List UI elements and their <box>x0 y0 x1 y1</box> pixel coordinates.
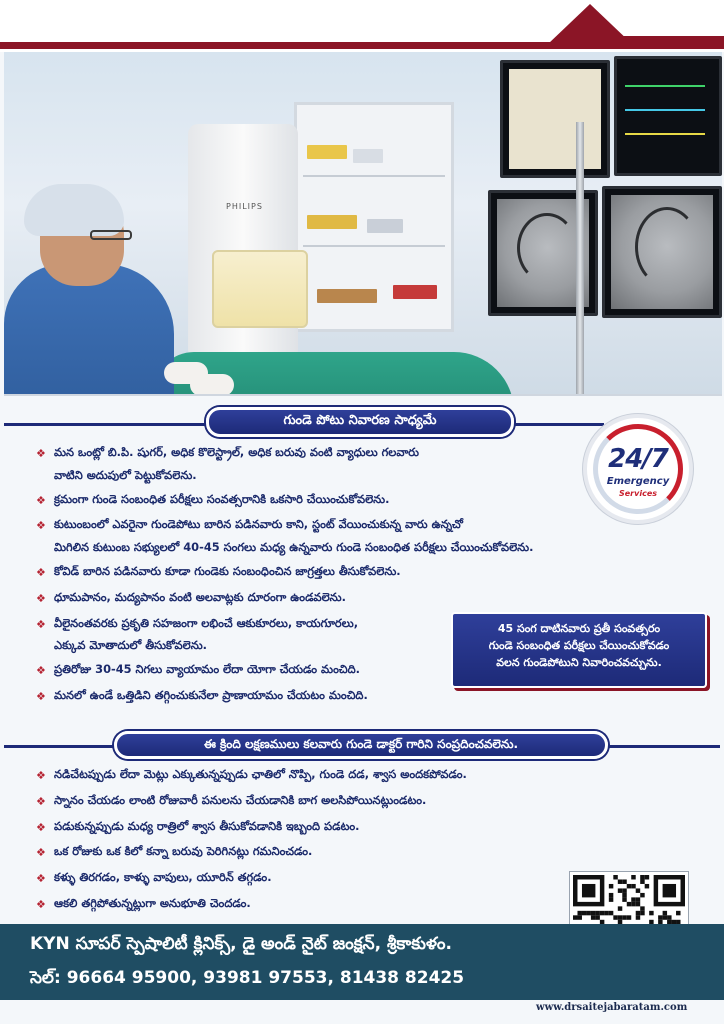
bullet-diamond-icon: ❖ <box>36 617 46 631</box>
doctor-glasses <box>90 230 132 240</box>
bullet-diamond-icon: ❖ <box>36 447 46 460</box>
section1-heading: గుండె పోటు నివారణ సాధ్యమే <box>206 407 514 437</box>
bullet-text: ఒక రోజుకు ఒక కిలో కన్నా బరువు పెరిగినట్లు గమనించడం. <box>54 844 313 859</box>
xray-detector-head <box>212 250 308 328</box>
bullet-diamond-icon: ❖ <box>36 689 46 703</box>
section1-bullet-item <box>32 446 592 483</box>
callout-line-1: 45 సంగ దాటినవారు ప్రతీ సంవత్సరం <box>497 622 661 635</box>
top-accent-bar <box>594 36 724 49</box>
annual-checkup-callout <box>451 612 707 688</box>
bullet-text: పడుకున్నప్పుడు మధ్య రాత్రిలో శ్వాస తీసుకోవడానికి ఇబ్బంది పడటం. <box>54 818 360 833</box>
section1-bullet-item <box>32 689 592 703</box>
section2-bullet-item <box>32 768 572 782</box>
bullet-diamond-icon: ❖ <box>36 897 46 911</box>
bullet-text-continued: ఎక్కువ మోతాదులో తీసుకోవలెను. <box>54 638 208 653</box>
section1-bullet-item <box>32 565 592 579</box>
bullet-text-continued: వాటిని అదుపులో పెట్టుకోవలెను. <box>54 467 197 482</box>
section2-bullet-item <box>32 871 572 885</box>
section1-bullet-item <box>32 493 592 507</box>
monitor-angiogram-right <box>602 186 722 318</box>
bullet-diamond-icon: ❖ <box>36 591 46 605</box>
bullet-diamond-icon: ❖ <box>36 872 46 886</box>
bullet-diamond-icon: ❖ <box>36 820 46 834</box>
badge-emergency-label: Emergency <box>606 476 670 487</box>
machine-brand-label: PHILIPS <box>226 202 263 211</box>
bullet-text: క్రమంగా గుండె సంబంధిత పరీక్షలు సంవత్సరానికి ఒకసారి చేయించుకోవలెను. <box>54 491 390 506</box>
bullet-diamond-icon: ❖ <box>36 769 46 782</box>
badge-services-label: Services <box>618 489 658 498</box>
section2-bullet-item <box>32 897 572 911</box>
bullet-diamond-icon: ❖ <box>36 493 46 507</box>
badge-247-label: 24/7 <box>608 444 668 474</box>
website-link[interactable]: www.drsaitejabaratam.com <box>536 1002 688 1013</box>
bullet-text: ఆకలి తగ్గిపోతున్నట్లుగా అనుభూతి చెందడం. <box>54 895 251 910</box>
section2-heading: ఈ క్రింది లక్షణములు కలవారు గుండె డాక్టర్ గారిని సంప్రదించవలెను. <box>114 731 608 759</box>
hero-photo-cathlab <box>4 52 722 396</box>
iv-pole <box>576 122 584 396</box>
bullet-diamond-icon: ❖ <box>36 794 46 808</box>
clinic-phone-numbers[interactable]: సెల్: 96664 95900, 93981 97553, 81438 82425 <box>30 968 465 988</box>
bullet-diamond-icon: ❖ <box>36 664 46 678</box>
bullet-text: స్నానం చేయడం లాంటి రోజువారీ పనులను చేయడానికి బాగ అలసిపోయినట్లుండటం. <box>54 792 427 807</box>
bullet-text: కోవిడ్ బారిన పడినవారు కూడా గుండెకు సంబంధించిన జాగ్రత్తలు తీసుకోవలెను. <box>54 563 401 578</box>
bullet-text: మన ఒంట్లో బి.పి. షుగర్, అధిక కొలెస్ట్రాల్, అధిక బరువు వంటి వ్యాధులు గలవారు <box>54 445 419 459</box>
bullet-diamond-icon: ❖ <box>36 519 46 533</box>
bullet-text-continued: మిగిలిన కుటుంబ సభ్యులలో 40-45 సంగలు మధ్య ఉన్నవారు గుండె సంబంధిత పరీక్షలు చేయించుకోవలెను. <box>54 540 534 555</box>
bullet-text: ప్రతిరోజు 30-45 నిగలు వ్యాయామం లేదా యోగా చేయడం మంచిది. <box>54 662 360 677</box>
bullet-text: మనలో ఉండే ఒత్తిడిని తగ్గించుకునేలా ప్రాణాయామం చేయటం మంచిది. <box>54 687 368 702</box>
clinic-name-address: KYN సూపర్ స్పెషాలిటీ క్లినిక్స్, డై అండ్ నైట్ జంక్షన్, శ్రీకాకుళం. <box>30 934 452 954</box>
bullet-text: కళ్ళు తిరగడం, కాళ్ళు వాపులు, యూరిన్ తగ్గడం. <box>54 870 272 885</box>
glove-right <box>190 374 234 396</box>
monitor-top-left <box>500 60 610 178</box>
callout-line-2: గుండె సంబంధిత పరీక్షలు చేయించుకోవడం <box>488 639 670 652</box>
callout-line-3: వలన గుండెపోటుని నివారించవచ్చును. <box>496 656 662 669</box>
surgical-cap <box>24 184 124 236</box>
bullet-diamond-icon: ❖ <box>36 565 46 579</box>
monitor-vitals <box>614 56 722 176</box>
section2-bullet-item <box>32 820 572 834</box>
bullet-text: ధూమపానం, మద్యపానం వంటి అలవాట్లకు దూరంగా ఉండవలెను. <box>54 589 346 604</box>
bullet-diamond-icon: ❖ <box>36 846 46 860</box>
bullet-text: నడిచేటప్పుడు లేదా మెట్లు ఎక్కుతున్నప్పుడు ఛాతిలో నొప్పి, గుండె దడ, శ్వాస అందకపోవడం. <box>54 767 467 781</box>
bullet-text: వీలైనంతవరకు ప్రకృతి సహజంగా లభించే ఆకుకూరలు, కాయగూరలు, <box>54 615 359 630</box>
supply-cabinet <box>294 102 454 332</box>
section1-bullet-item <box>32 591 592 605</box>
section2-bullet-list <box>32 768 572 923</box>
section2-bullet-item <box>32 845 572 859</box>
section1-bullet-item <box>32 518 592 555</box>
bullet-text: కుటుంబంలో ఎవరైనా గుండెపోటు బారిన పడినవారు కాని, స్టంట్ వేయించుకున్న వారు ఉన్నచో <box>54 517 463 532</box>
section2-bullet-item <box>32 794 572 808</box>
